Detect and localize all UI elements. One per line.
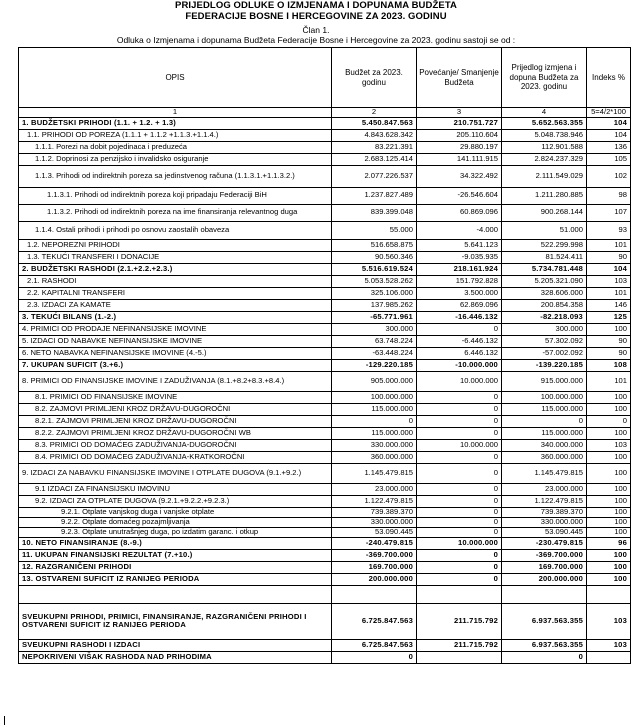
row-label: 2.1. RASHODI [19, 275, 332, 287]
cell-promjena: 0 [417, 451, 502, 463]
cell-budzet: -65.771.961 [332, 311, 417, 323]
header-opis: OPIS [19, 48, 332, 108]
cell-prijedlog: 1.211.280.885 [502, 187, 587, 204]
row-label: 1.1. PRIHODI OD POREZA (1.1.1 + 1.1.2 +1.1.3.+1.1.4.) [19, 129, 332, 141]
cell-indeks: 100 [587, 463, 631, 483]
cell-budzet: 115.000.000 [332, 427, 417, 439]
cell-prijedlog: 0 [502, 651, 587, 663]
cell-indeks: 100 [587, 391, 631, 403]
cell-promjena [417, 651, 502, 663]
table-row [19, 239, 631, 251]
cell-budzet: 4.843.628.342 [332, 129, 417, 141]
spacer-cell [587, 585, 631, 603]
cell-promjena: 6.446.132 [417, 347, 502, 359]
cell-budzet: 905.000.000 [332, 371, 417, 391]
cell-promjena: 62.869.096 [417, 299, 502, 311]
row-label: 8.2. ZAJMOVI PRIMLJENI KROZ DRŽAVU-DUGOROČNI [19, 403, 332, 415]
row-label: 9. IZDACI ZA NABAVKU FINANSIJSKE IMOVINE I OTPLATE DUGOVA (9.1.+9.2.) [19, 463, 332, 483]
cell-indeks: 103 [587, 275, 631, 287]
table-row [19, 165, 631, 187]
table-row [19, 371, 631, 391]
cell-promjena: 211.715.792 [417, 603, 502, 639]
cell-prijedlog: 57.302.092 [502, 335, 587, 347]
table-row [19, 561, 631, 573]
cell-indeks: 125 [587, 311, 631, 323]
column-number: 2 [332, 108, 417, 118]
cell-indeks: 0 [587, 415, 631, 427]
cell-indeks: 90 [587, 251, 631, 263]
document-title-line1: PRIJEDLOG ODLUKE O IZMJENAMA I DOPUNAMA BUDŽETA [175, 0, 457, 11]
cell-prijedlog: 300.000 [502, 323, 587, 335]
row-label: 8. PRIMICI OD FINANSIJSKE IMOVINE I ZADUŽIVANJA (8.1.+8.2+8.3.+8.4.) [19, 371, 332, 391]
cell-budzet: 0 [332, 651, 417, 663]
cell-promjena: 211.715.792 [417, 639, 502, 651]
row-label: 2. BUDŽETSKI RASHODI (2.1.+2.2.+2.3.) [19, 263, 332, 275]
table-row [19, 573, 631, 585]
row-label: 1.1.3. Prihodi od indirektnih poreza sa jedinstvenog računa (1.1.3.1.+1.1.3.2.) [19, 165, 332, 187]
cell-prijedlog: 115.000.000 [502, 427, 587, 439]
cell-indeks: 101 [587, 371, 631, 391]
cell-budzet: 53.090.445 [332, 527, 417, 537]
table-row [19, 347, 631, 359]
cell-promjena: 205.110.604 [417, 129, 502, 141]
cell-indeks: 101 [587, 287, 631, 299]
row-label: 9.2.2. Otplate domaćeg pozajmljivanja [19, 517, 332, 527]
cell-budzet: 516.658.875 [332, 239, 417, 251]
spacer-row [19, 585, 631, 603]
cell-budzet: 83.221.391 [332, 141, 417, 153]
cell-promjena: -10.000.000 [417, 359, 502, 371]
cell-promjena: 0 [417, 323, 502, 335]
column-number: 1 [19, 108, 332, 118]
header-povecanje: Povećanje/ Smanjenje Budžeta [417, 48, 502, 108]
table-row [19, 603, 631, 639]
cell-prijedlog: 739.389.370 [502, 507, 587, 517]
cell-budzet: 1.122.479.815 [332, 495, 417, 507]
cell-indeks: 90 [587, 335, 631, 347]
cell-prijedlog: 169.700.000 [502, 561, 587, 573]
row-label: 7. UKUPAN SUFICIT (3.+6.) [19, 359, 332, 371]
table-row [19, 639, 631, 651]
cell-prijedlog: 5.205.321.090 [502, 275, 587, 287]
cell-prijedlog: 51.000 [502, 221, 587, 239]
cell-indeks: 108 [587, 359, 631, 371]
cell-indeks: 103 [587, 603, 631, 639]
cell-promjena: 34.322.492 [417, 165, 502, 187]
cell-prijedlog: 1.145.479.815 [502, 463, 587, 483]
cell-promjena: 141.111.915 [417, 153, 502, 165]
cell-promjena: 29.880.197 [417, 141, 502, 153]
table-row [19, 427, 631, 439]
cell-budzet: 739.389.370 [332, 507, 417, 517]
cell-indeks: 104 [587, 263, 631, 275]
cell-promjena: -9.035.935 [417, 251, 502, 263]
row-label: 9.2. IZDACI ZA OTPLATE DUGOVA (9.2.1.+9.2.2.+9.2.3.) [19, 495, 332, 507]
cell-budzet: 5.450.847.563 [332, 117, 417, 129]
cell-budzet: -129.220.185 [332, 359, 417, 371]
cell-prijedlog: 328.606.000 [502, 287, 587, 299]
header-prijedlog: Prijedlog izmjena i dopuna Budžeta za 2023. godinu [502, 48, 587, 108]
cell-prijedlog: 200.854.358 [502, 299, 587, 311]
cell-indeks: 100 [587, 507, 631, 517]
cell-indeks: 96 [587, 537, 631, 549]
cell-prijedlog: -230.479.815 [502, 537, 587, 549]
row-label: NEPOKRIVENI VIŠAK RASHODA NAD PRIHODIMA [19, 651, 332, 663]
cell-promjena: 0 [417, 561, 502, 573]
table-row [19, 507, 631, 517]
cell-indeks: 104 [587, 129, 631, 141]
row-label: 5. IZDACI OD NABAVKE NEFINANSIJSKE IMOVINE [19, 335, 332, 347]
cell-budzet: 63.748.224 [332, 335, 417, 347]
cell-prijedlog: 0 [502, 415, 587, 427]
cell-promjena: 0 [417, 483, 502, 495]
row-label: 1.3. TEKUĆI TRANSFERI I DONACIJE [19, 251, 332, 263]
table-row [19, 263, 631, 275]
row-label: 1. BUDŽETSKI PRIHODI (1.1. + 1.2. + 1.3) [19, 117, 332, 129]
cell-budzet: 325.106.000 [332, 287, 417, 299]
cell-promjena: 5.641.123 [417, 239, 502, 251]
row-label: 1.1.1. Porezi na dobit pojedinaca i preduzeća [19, 141, 332, 153]
table-row [19, 117, 631, 129]
cell-promjena: 218.161.924 [417, 263, 502, 275]
cell-indeks: 100 [587, 451, 631, 463]
cell-budzet: 0 [332, 415, 417, 427]
cell-indeks: 102 [587, 165, 631, 187]
cell-indeks: 100 [587, 549, 631, 561]
document-title-line2: FEDERACIJE BOSNE I HERCEGOVINE ZA 2023. GODINU [185, 11, 447, 22]
cell-prijedlog: 360.000.000 [502, 451, 587, 463]
cell-indeks: 100 [587, 517, 631, 527]
table-row [19, 335, 631, 347]
spacer-cell [417, 585, 502, 603]
row-label: 2.3. IZDACI ZA KAMATE [19, 299, 332, 311]
cell-promjena: -16.446.132 [417, 311, 502, 323]
cell-prijedlog: 1.122.479.815 [502, 495, 587, 507]
column-number-row [19, 108, 631, 118]
row-label: 8.2.1. ZAJMOVI PRIMLJENI KROZ DRŽAVU-DUGOROČNI [19, 415, 332, 427]
cell-prijedlog: 81.524.411 [502, 251, 587, 263]
cell-promjena: 0 [417, 549, 502, 561]
table-row [19, 153, 631, 165]
table-row [19, 517, 631, 527]
cell-indeks: 146 [587, 299, 631, 311]
cell-promjena: 0 [417, 517, 502, 527]
cell-prijedlog: 100.000.000 [502, 391, 587, 403]
row-label: 3. TEKUĆI BILANS (1.-2.) [19, 311, 332, 323]
row-label: 1.1.3.1. Prihodi od indirektnih poreza koji pripadaju Federaciji BiH [19, 187, 332, 204]
column-number: 4 [502, 108, 587, 118]
article-heading: Član 1. [302, 25, 330, 35]
cell-indeks: 100 [587, 573, 631, 585]
cell-budzet: 100.000.000 [332, 391, 417, 403]
cell-indeks: 103 [587, 439, 631, 451]
row-label: 1.1.4. Ostali prihodi i prihodi po osnovu zaostalih obaveza [19, 221, 332, 239]
cell-prijedlog: 115.000.000 [502, 403, 587, 415]
cell-promjena: 60.869.096 [417, 204, 502, 221]
cell-budzet: 300.000 [332, 323, 417, 335]
row-label: 9.1 IZDACI ZA FINANSIJSKU IMOVINU [19, 483, 332, 495]
cell-indeks: 100 [587, 561, 631, 573]
spacer-cell [332, 585, 417, 603]
cell-budzet: 2.077.226.537 [332, 165, 417, 187]
cell-indeks: 100 [587, 427, 631, 439]
cell-budzet: 1.145.479.815 [332, 463, 417, 483]
cell-promjena: 10.000.000 [417, 439, 502, 451]
row-label: 8.1. PRIMICI OD FINANSIJSKE IMOVINE [19, 391, 332, 403]
cell-indeks: 100 [587, 403, 631, 415]
table-row [19, 537, 631, 549]
cell-prijedlog: 5.652.563.355 [502, 117, 587, 129]
cell-budzet: 1.237.827.489 [332, 187, 417, 204]
cell-indeks: 98 [587, 187, 631, 204]
cell-indeks: 100 [587, 495, 631, 507]
cell-prijedlog: 6.937.563.355 [502, 639, 587, 651]
row-label: 6. NETO NABAVKA NEFINANSIJSKE IMOVINE (4.-5.) [19, 347, 332, 359]
cell-promjena: 0 [417, 527, 502, 537]
cell-promjena: 10.000.000 [417, 371, 502, 391]
cell-budzet: 330.000.000 [332, 439, 417, 451]
cell-indeks: 93 [587, 221, 631, 239]
cell-promjena: 0 [417, 507, 502, 517]
cell-indeks: 107 [587, 204, 631, 221]
cursor-marker [4, 716, 5, 725]
table-row [19, 311, 631, 323]
table-row [19, 323, 631, 335]
table-row [19, 651, 631, 663]
row-label: 2.2. KAPITALNI TRANSFERI [19, 287, 332, 299]
table-row [19, 495, 631, 507]
cell-budzet: 5.516.619.524 [332, 263, 417, 275]
cell-budzet: 169.700.000 [332, 561, 417, 573]
table-row [19, 415, 631, 427]
budget-table [18, 47, 631, 664]
row-label: 8.3. PRIMICI OD DOMAĆEG ZADUŽIVANJA-DUGOROČNI [19, 439, 332, 451]
table-row [19, 251, 631, 263]
cell-prijedlog: 2.824.237.329 [502, 153, 587, 165]
cell-prijedlog: 53.090.445 [502, 527, 587, 537]
cell-promjena: -26.546.604 [417, 187, 502, 204]
cell-promjena: 0 [417, 495, 502, 507]
cell-indeks: 103 [587, 639, 631, 651]
row-label: 10. NETO FINANSIRANJE (8.-9.) [19, 537, 332, 549]
cell-indeks: 100 [587, 483, 631, 495]
cell-prijedlog: -57.002.092 [502, 347, 587, 359]
table-row [19, 463, 631, 483]
cell-prijedlog: -82.218.093 [502, 311, 587, 323]
cell-promjena: 0 [417, 463, 502, 483]
cell-promjena: 3.500.000 [417, 287, 502, 299]
cell-budzet: 23.000.000 [332, 483, 417, 495]
cell-prijedlog: 23.000.000 [502, 483, 587, 495]
cell-indeks: 101 [587, 239, 631, 251]
table-row [19, 451, 631, 463]
row-label: 13. OSTVARENI SUFICIT IZ RANIJEG PERIODA [19, 573, 332, 585]
cell-budzet: 5.053.528.262 [332, 275, 417, 287]
row-label: 12. RAZGRANIČENI PRIHODI [19, 561, 332, 573]
cell-prijedlog: 5.734.781.448 [502, 263, 587, 275]
cell-prijedlog: 200.000.000 [502, 573, 587, 585]
cell-promjena: -6.446.132 [417, 335, 502, 347]
table-row [19, 527, 631, 537]
table-row [19, 403, 631, 415]
cell-prijedlog: 5.048.738.946 [502, 129, 587, 141]
cell-prijedlog: 6.937.563.355 [502, 603, 587, 639]
table-row [19, 391, 631, 403]
cell-budzet: 55.000 [332, 221, 417, 239]
article-intro: Odluka o Izmjenama i dopunama Budžeta Federacije Bosne i Hercegovine za 2023. godinu sastoji se od : [116, 35, 516, 45]
table-row [19, 483, 631, 495]
cell-prijedlog: 112.901.588 [502, 141, 587, 153]
cell-promjena: 0 [417, 573, 502, 585]
row-label: 9.2.1. Otplate vanjskog duga i vanjske otplate [19, 507, 332, 517]
cell-budzet: 2.683.125.414 [332, 153, 417, 165]
row-label: 4. PRIMICI OD PRODAJE NEFINANSIJSKE IMOVINE [19, 323, 332, 335]
cell-budzet: 6.725.847.563 [332, 603, 417, 639]
header-indeks: Indeks % [587, 48, 631, 108]
row-label: 8.2.2. ZAJMOVI PRIMLJENI KROZ DRŽAVU-DUGOROČNI WB [19, 427, 332, 439]
cell-budzet: 137.985.262 [332, 299, 417, 311]
cell-promjena: -4.000 [417, 221, 502, 239]
row-label: 1.1.2. Doprinosi za penzijsko i invalidsko osiguranje [19, 153, 332, 165]
table-row [19, 359, 631, 371]
cell-budzet: 90.560.346 [332, 251, 417, 263]
header-row [19, 48, 631, 108]
row-label: 11. UKUPAN FINANSIJSKI REZULTAT (7.+10.) [19, 549, 332, 561]
table-row [19, 549, 631, 561]
cell-budzet: -240.479.815 [332, 537, 417, 549]
cell-promjena: 0 [417, 391, 502, 403]
cell-budzet: 200.000.000 [332, 573, 417, 585]
row-label: 8.4. PRIMICI OD DOMAĆEG ZADUŽIVANJA-KRATKOROČNI [19, 451, 332, 463]
cell-indeks: 100 [587, 323, 631, 335]
row-label: SVEUKUPNI PRIHODI, PRIMICI, FINANSIRANJE, RAZGRANIČENI PRIHODI I OSTVARENI SUFICIT IZ RANIJEG PERIODA [19, 603, 332, 639]
row-label: 1.1.3.2. Prihodi od indirektnih poreza na ime finansiranja relevantnog duga [19, 204, 332, 221]
column-number: 3 [417, 108, 502, 118]
cell-indeks [587, 651, 631, 663]
row-label: 1.2. NEPOREZNI PRIHODI [19, 239, 332, 251]
cell-indeks: 136 [587, 141, 631, 153]
cell-promjena: 0 [417, 415, 502, 427]
cell-budzet: -63.448.224 [332, 347, 417, 359]
table-row [19, 221, 631, 239]
table-row [19, 187, 631, 204]
cell-budzet: -369.700.000 [332, 549, 417, 561]
table-row [19, 204, 631, 221]
cell-budzet: 115.000.000 [332, 403, 417, 415]
column-number: 5=4/2*100 [587, 108, 631, 118]
table-row [19, 299, 631, 311]
cell-budzet: 839.399.048 [332, 204, 417, 221]
cell-prijedlog: 330.000.000 [502, 517, 587, 527]
spacer-cell [502, 585, 587, 603]
table-row [19, 129, 631, 141]
cell-indeks: 90 [587, 347, 631, 359]
cell-indeks: 105 [587, 153, 631, 165]
cell-promjena: 10.000.000 [417, 537, 502, 549]
row-label: SVEUKUPNI RASHODI I IZDACI [19, 639, 332, 651]
header-budzet: Budžet za 2023. godinu [332, 48, 417, 108]
table-row [19, 275, 631, 287]
table-row [19, 439, 631, 451]
cell-prijedlog: 522.299.998 [502, 239, 587, 251]
cell-budzet: 330.000.000 [332, 517, 417, 527]
cell-promjena: 210.751.727 [417, 117, 502, 129]
row-label: 9.2.3. Otplate unutrašnjeg duga, po izdatim garanc. i otkup [19, 527, 332, 537]
cell-indeks: 100 [587, 527, 631, 537]
cell-prijedlog: 900.268.144 [502, 204, 587, 221]
cell-promjena: 0 [417, 427, 502, 439]
table-row [19, 141, 631, 153]
cell-prijedlog: -369.700.000 [502, 549, 587, 561]
cell-promjena: 0 [417, 403, 502, 415]
cell-budzet: 6.725.847.563 [332, 639, 417, 651]
table-row [19, 287, 631, 299]
cell-prijedlog: 340.000.000 [502, 439, 587, 451]
cell-prijedlog: 915.000.000 [502, 371, 587, 391]
cell-indeks: 104 [587, 117, 631, 129]
cell-budzet: 360.000.000 [332, 451, 417, 463]
spacer-cell [19, 585, 332, 603]
cell-promjena: 151.792.828 [417, 275, 502, 287]
cell-prijedlog: 2.111.549.029 [502, 165, 587, 187]
cell-prijedlog: -139.220.185 [502, 359, 587, 371]
